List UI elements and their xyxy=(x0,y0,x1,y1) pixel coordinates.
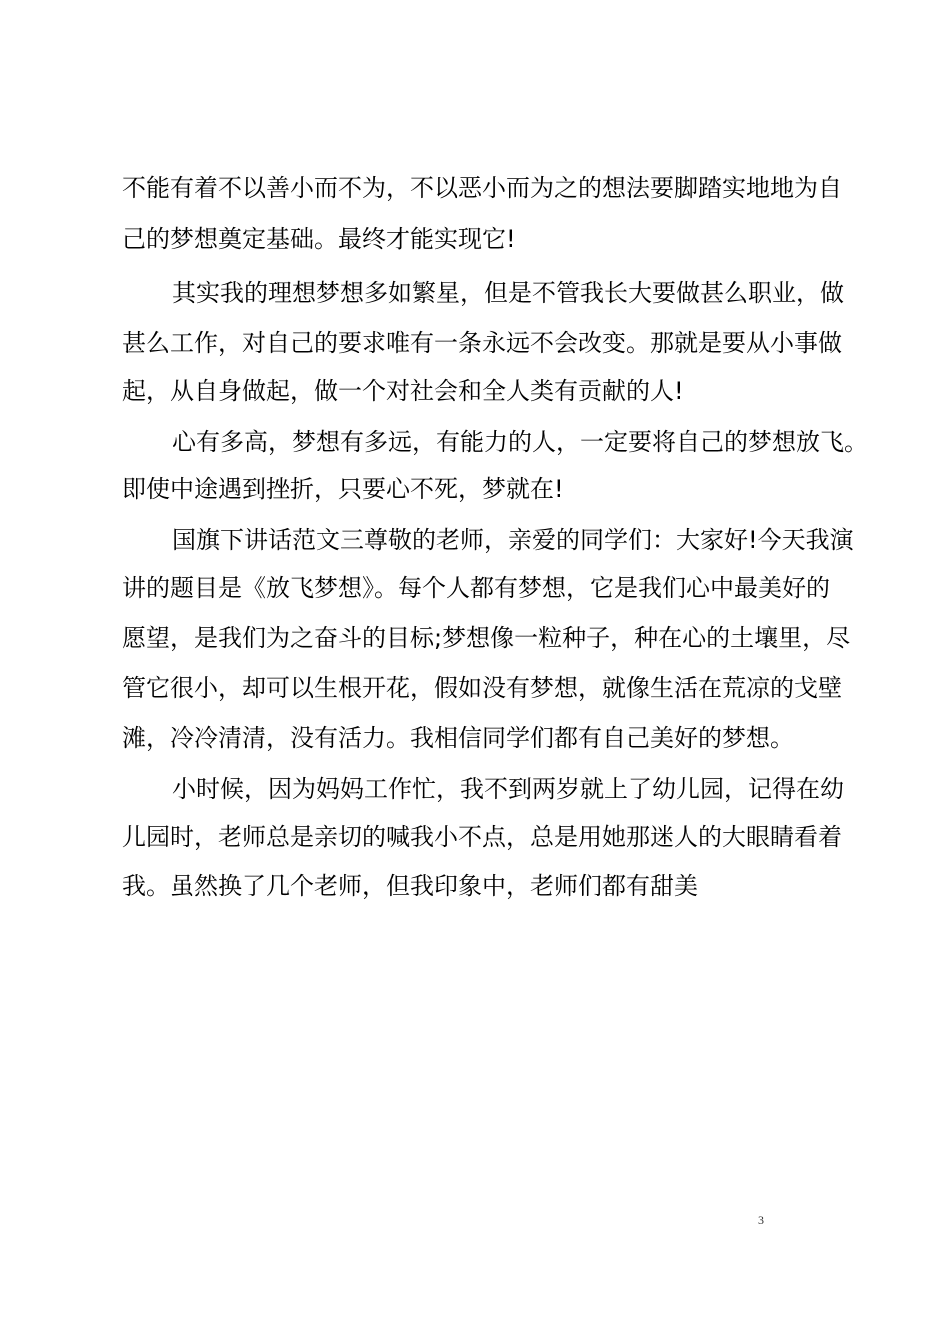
paragraph-5-line-2: 儿园时，老师总是亲切的喊我小不点，总是用她那迷人的大眼睛看着 xyxy=(122,823,842,851)
paragraph-5-line-1: 小时候，因为妈妈工作忙，我不到两岁就上了幼儿园，记得在幼 xyxy=(172,775,844,803)
paragraph-1-line-2: 己的梦想奠定基础。最终才能实现它! xyxy=(122,225,516,253)
page-number: 3 xyxy=(758,1213,764,1227)
paragraph-5-line-3: 我。虽然换了几个老师，但我印象中，老师们都有甜美 xyxy=(122,872,698,900)
paragraph-2-line-2: 甚么工作，对自己的要求唯有一条永远不会改变。那就是要从小事做 xyxy=(122,329,842,357)
paragraph-3-line-1: 心有多高，梦想有多远，有能力的人，一定要将自己的梦想放飞。 xyxy=(172,428,868,456)
paragraph-4-line-4: 管它很小，却可以生根开花，假如没有梦想，就像生活在荒凉的戈壁 xyxy=(122,674,842,702)
paragraph-4-line-1: 国旗下讲话范文三尊敬的老师，亲爱的同学们：大家好!今天我演 xyxy=(172,526,854,554)
paragraph-1-line-1: 不能有着不以善小而不为，不以恶小而为之的想法要脚踏实地地为自 xyxy=(122,174,842,202)
paragraph-2-line-3: 起，从自身做起，做一个对社会和全人类有贡献的人! xyxy=(122,377,684,405)
paragraph-4-line-2: 讲的题目是《放飞梦想》。每个人都有梦想，它是我们心中最美好的 xyxy=(122,574,830,602)
paragraph-2-line-1: 其实我的理想梦想多如繁星，但是不管我长大要做甚么职业，做 xyxy=(172,279,844,307)
paragraph-4-line-3: 愿望，是我们为之奋斗的目标;梦想像一粒种子，种在心的土壤里，尽 xyxy=(122,624,851,652)
paragraph-3-line-2: 即使中途遇到挫折，只要心不死，梦就在! xyxy=(122,475,564,503)
paragraph-4-line-5: 滩，冷冷清清，没有活力。我相信同学们都有自己美好的梦想。 xyxy=(122,724,794,752)
